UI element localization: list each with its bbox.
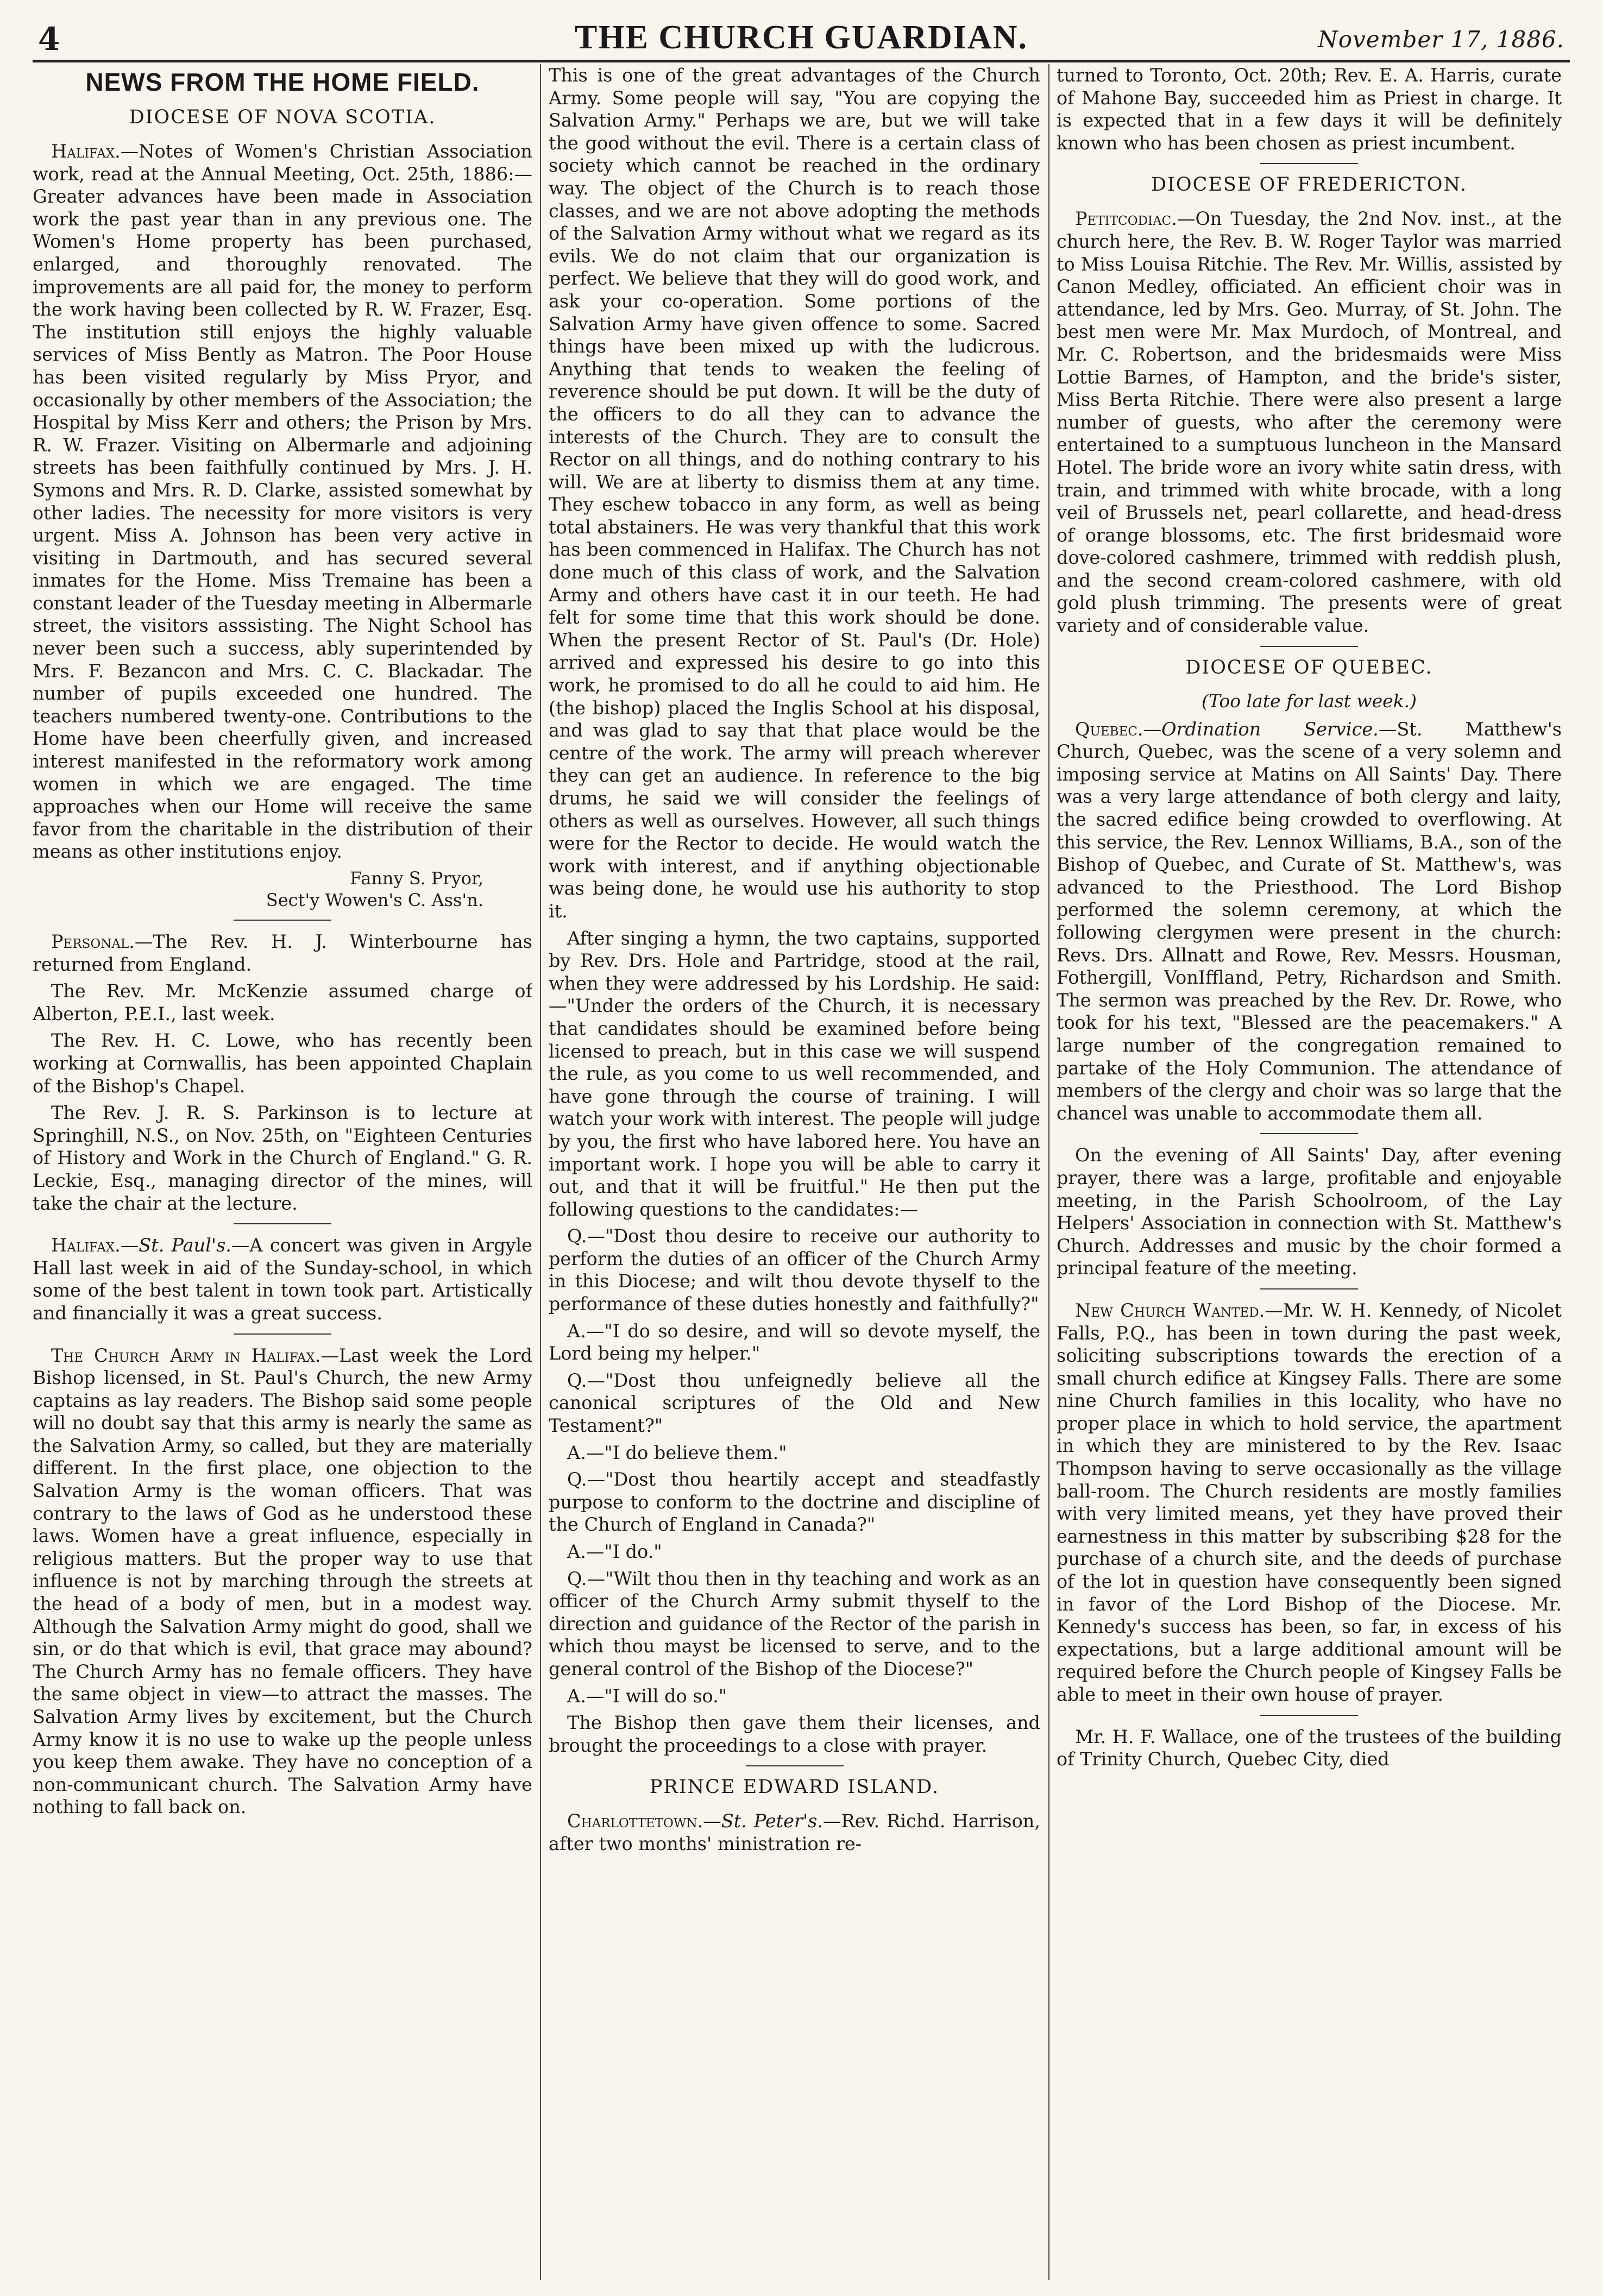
- question: Q.—"Dost thou unfeignedly believe all the canonical scriptures of the Old and New Testament?": [549, 1369, 1040, 1437]
- answer: A.—"I do.": [567, 1541, 662, 1562]
- article-church-army: [33, 1344, 532, 1819]
- article-wallace: Mr. H. F. Wallace, one of the trustees of the building of Trinity Church, Quebec City, died: [1057, 1726, 1562, 1770]
- article-subhead: —St. Peter's.: [703, 1810, 823, 1832]
- diocese-heading: DIOCESE OF QUEBEC.: [1185, 656, 1433, 678]
- dateline: Quebec.: [1075, 718, 1143, 740]
- answer: A.—"I do believe them.": [567, 1442, 787, 1463]
- paragraph: After singing a hymn, the two captains, supported by Rev. Drs. Hole and Partridge, stood at the rail, when they were addressed by his Lordship. He said:—"Under the orders of the Church, it is necessary that candidates should be examined before being licensed to preach, but in this case we will suspend the rule, as you come to us well recommended, and have gone through the course of training. I will watch your work with interest. The people will judge by you, the first who have labored here. You have an important work. I hope you will be able to carry it out, and that it will be fruitful." He then put the following questions to the candidates:—: [549, 927, 1040, 1220]
- signature: [33, 867, 532, 911]
- column-divider: [540, 64, 541, 2280]
- article-body: —Notes of Women's Christian Association work, read at the Annual Meeting, Oct. 25th, 1886:—Greater advances have been made in Association work the past year than in any previous one. The Women's Home property has been purchased, enlarged, and thoroughly renovated. The improvements are all paid for, the money to perform the work having been collected by R. W. Frazer, Esq. The institution still enjoys the highly valuable services of Miss Bently as Matron. The Poor House has been visited regularly by Miss Pryor, and occasionally by other members of the Association; the Hospital by Miss Kerr and others; the Prison by Mrs. R. W. Frazer. Visiting on Albermarle and adjoining streets has been faithfully continued by Mrs. J. H. Symons and Mrs. R. D. Clarke, assisted somewhat by other ladies. The necessity for more visitors is very urgent. Miss A. Johnson has been very active in visiting in Dartmouth, and has secured several inmates for the Home. Miss Tremaine has been a constant leader of the Tuesday meeting in Albermarle street, the visitors asssisting. The Night School has never been such a success, ably superintended by Mrs. F. Bezancon and Mrs. C. C. Blackadar. The number of pupils exceeded one hundred. The teachers numbered twenty-one. Contributions to the Home have been cheerfully given, and increased interest manifested in the reformatory work among women in which we are engaged. The time approaches when our Home will receive the same favor from the charitable in the distribution of their means as other institutions enjoy.: [33, 141, 532, 863]
- separator: [1260, 1288, 1358, 1289]
- article-personal: [33, 930, 532, 976]
- article-new-church: [1057, 1299, 1562, 1706]
- article-charlottetown: [549, 1810, 1040, 1855]
- article-petitcodiac: [1057, 207, 1562, 637]
- answer: A.—"I do so desire, and will so devote myself, the Lord being my helper.": [549, 1320, 1040, 1364]
- article-st-pauls-concert: [33, 1234, 532, 1324]
- section-heading: NEWS FROM THE HOME FIELD.: [85, 68, 480, 96]
- article-body: —On Tuesday, the 2nd Nov. inst., at the church here, the Rev. B. W. Roger Taylor was married to Miss Louisa Ritchie. The Rev. Mr. Willis, assisted by Canon Medley, officiated. An efficient choir was in attendance, led by Mrs. Geo. Murray, of St. John. The best men were Mr. Max Murdoch, of Montreal, and Mr. C. Robertson, and the bridesmaids were Miss Lottie Barnes, of Hampton, and the bride's sister, Miss Berta Ritchie. There were also present a large number of guests, who after the ceremony were entertained to a sumptuous luncheon in the Mansard Hotel. The bride wore an ivory white satin dress, with train, and trimmed with white brocade, with a long veil of Brussels net, pearl collarette, and head-dress of orange blossoms, etc. The first bridesmaid wore dove-colored cashmere, trimmed with reddish plush, and the second cream-colored cashmere, with old gold plush trimming. The presents were of great variety and of considerable value.: [1057, 208, 1562, 637]
- article-subhead: —Ordination Service.: [1143, 718, 1379, 740]
- answer: A.—"I will do so.": [567, 1685, 727, 1707]
- article-body: —The Rev. H. J. Winterbourne has returned from England.: [33, 931, 532, 975]
- issue-date: November 17, 1886.: [1318, 26, 1564, 53]
- dateline: New Church Wanted.: [1075, 1299, 1265, 1321]
- article-body: —Mr. W. H. Kennedy, of Nicolet Falls, P.Q., has been in town during the past week, soliciting subscriptions towards the erection of a small church edifice at Kingsey Falls. There are some nine Church families in this locality, who have no proper place in which to hold service, the apartment in which they are ministered to by the Rev. Isaac Thompson having to serve occasionally as the village ball-room. The Church residents are mostly families with very limited means, yet they have proved their earnestness in this matter by subscribing $28 for the purchase of a church site, and the deeds of purchase of the lot in question have consequently been signed in favor of the Lord Bishop of the Diocese. Mr. Kennedy's success has been, so far, in excess of his expectations, but a large additional amount will be required before the Church people of Kingsey Falls be able to meet in their own house of prayer.: [1057, 1299, 1562, 1705]
- article-body: —St. Matthew's Church, Quebec, was the scene of a very solemn and imposing service at Matins on All Saints' Day. There was a very large attendance of both clergy and laity, the sacred edifice being crowded to overflowing. At this service, the Rev. Lennox Williams, B.A., son of the Bishop of Quebec, and Curate of St. Matthew's, was advanced to the Priesthood. The Lord Bishop performed the solemn ceremony, at which the following clergymen were present in the church: Revs. Drs. Allnatt and Rowe, Rev. Messrs. Housman, Fothergill, VonIffland, Petry, Richardson and Smith. The sermon was preached by the Rev. Dr. Rowe, who took for his text, "Blessed are the peacemakers." A large number of the congregation remained to partake of the Holy Communion. The attendance of members of the clergy and choir was so large that the chancel was unable to accommodate them all.: [1057, 718, 1562, 1124]
- paper-title: THE CHURCH GUARDIAN.: [575, 19, 1028, 56]
- column-1: [33, 64, 532, 2280]
- paragraph: The Bishop then gave them their licenses, and brought the proceedings to a close with prayer.: [549, 1712, 1040, 1756]
- column-divider: [1048, 64, 1049, 2280]
- dateline: Halifax.: [51, 1235, 121, 1256]
- dateline: Halifax.: [51, 141, 121, 162]
- separator: [234, 1223, 331, 1224]
- article-subhead: —St. Paul's.: [120, 1235, 231, 1256]
- page-number: 4: [38, 21, 60, 58]
- diocese-heading: DIOCESE OF FREDERICTON.: [1151, 174, 1467, 196]
- column-3: [1057, 64, 1562, 2280]
- separator: [1260, 163, 1358, 164]
- news-item: The Rev. H. C. Lowe, who has recently been working at Cornwallis, has been appointed Chaplain of the Bishop's Chapel.: [33, 1030, 532, 1097]
- dateline: Personal.: [51, 931, 135, 952]
- separator: [746, 1765, 844, 1766]
- article-body: —Rev. Richd. Harrison, after two months' ministration re-: [549, 1810, 1040, 1854]
- article-halifax-wca: [33, 140, 532, 863]
- diocese-heading: DIOCESE OF NOVA SCOTIA.: [129, 106, 436, 128]
- news-item: The Rev. J. R. S. Parkinson is to lecture at Springhill, N.S., on Nov. 25th, on "Eighteen Centuries of History and Work in the Church of England." G. R. Leckie, Esq., managing director of the mines, will take the chair at the lecture.: [33, 1102, 532, 1214]
- dateline: The Church Army in Halifax.: [51, 1344, 321, 1366]
- article-continuation: This is one of the great advantages of the Church Army. Some people will say, "You are copying the Salvation Army." Perhaps we are, but we will take the good without the evil. There is a certain class of society which cannot be reached in the ordinary way. The object of the Church is to reach those classes, and we are not above adopting the methods of the Salvation Army without what we regard as its evils. We do not claim that our organization is perfect. We believe that they will do good work, and ask your co-operation. Some portions of the Salvation Army have given offence to some. Sacred things have been mixed up with the ludicrous. Anything that tends to weaken the feeling of reverence should be put down. It will be the duty of the officers to do all they can to advance the interests of the Church. They are to consult the Rector on all things, and do nothing contrary to his will. We are at liberty to dismiss them at any time. They eschew tobacco in any form, as well as being total abstainers. He was very thankful that this work has been commenced in Halifax. The Church has not done much of this class of work, and the Salvation Army and others have cast it in our teeth. He had felt for some time that this work should be done. When the present Rector of St. Paul's (Dr. Hole) arrived and expressed his desire to go into this work, he promised to do all he could to aid him. He (the bishop) placed the Inglis School at his disposal, and was glad to say that that place would be the centre of the work. The army will preach wherever they can get an audience. In reference to the big drums, he said we will consider the feelings of others as well as ourselves. However, all such things were for the Rector to decide. He would watch the work with interest, and if anything objectionable was being done, he would use his authority to stop it.: [549, 65, 1040, 922]
- signature-title: Sect'y Wowen's C. Ass'n.: [266, 890, 483, 910]
- question: Q.—"Wilt thou then in thy teaching and work as an officer of the Church Army submit thyself to the direction and guidance of the Rector of the parish in which thou mayst be licensed to serve, and to the general control of the Bishop of the Diocese?": [549, 1568, 1040, 1679]
- masthead: [33, 11, 1570, 62]
- article-continuation: turned to Toronto, Oct. 20th; Rev. E. A. Harris, curate of Mahone Bay, succeeded him as Priest in charge. It is expected that in a few days it will be definitely known who has been chosen as priest incumbent.: [1057, 65, 1562, 154]
- separator: [1260, 1133, 1358, 1134]
- news-item: The Rev. Mr. McKenzie assumed charge of Alberton, P.E.I., last week.: [33, 980, 532, 1024]
- article-all-saints: On the evening of All Saints' Day, after evening prayer, there was a large, profitable and enjoyable meeting, in the Parish Schoolroom, of the Lay Helpers' Association in connection with St. Matthew's Church. Addresses and music by the choir formed a principal feature of the meeting.: [1057, 1144, 1562, 1279]
- column-2: [549, 64, 1040, 2280]
- diocese-heading: PRINCE EDWARD ISLAND.: [649, 1776, 940, 1798]
- question: Q.—"Dost thou desire to receive our authority to perform the duties of an officer of the Church Army in this Diocese; and wilt thou devote thyself to the performance of these duties honestly and faithfully?": [549, 1225, 1040, 1315]
- editor-note: (Too late for last week.): [1202, 690, 1417, 712]
- dateline: Petitcodiac.: [1075, 208, 1177, 230]
- separator: [234, 920, 331, 921]
- question: Q.—"Dost thou heartily accept and steadfastly purpose to conform to the doctrine and discipline of the Church of England in Canada?": [549, 1469, 1040, 1536]
- separator: [234, 1333, 331, 1335]
- article-body: —A concert was given in Argyle Hall last week in aid of the Sunday-school, in which some of the best talent in town took part. Artistically and financially it was a great success.: [33, 1235, 532, 1324]
- article-body: —Last week the Lord Bishop licensed, in St. Paul's Church, the new Army captains as lay readers. The Bishop said some people will no doubt say that this army is nearly the same as the Salvation Army, so called, but they are materially different. In the first place, one objection to the Salvation Army is the woman officers. That was contrary to the laws of God as he understood these laws. Women have a great influence, especially in religious matters. But the proper way to use that influence is not by marching through the streets at the head of a body of men, but in a modest way. Although the Salvation Army might do good, shall we sin, or do that which is evil, that grace may abound? The Church Army has no female officers. They have the same object in view—to attract the masses. The Salvation Army lives by excitement, but the Church Army know it is no use to wake up the people unless you keep them awake. They have no conception of a non-communicant church. The Salvation Army have nothing to fall back on.: [33, 1344, 532, 1818]
- signature-name: Fanny S. Pryor,: [350, 868, 483, 889]
- article-quebec-ordination: [1057, 718, 1562, 1125]
- dateline: Charlottetown.: [567, 1810, 703, 1832]
- separator: [1260, 646, 1358, 647]
- separator: [1260, 1715, 1358, 1716]
